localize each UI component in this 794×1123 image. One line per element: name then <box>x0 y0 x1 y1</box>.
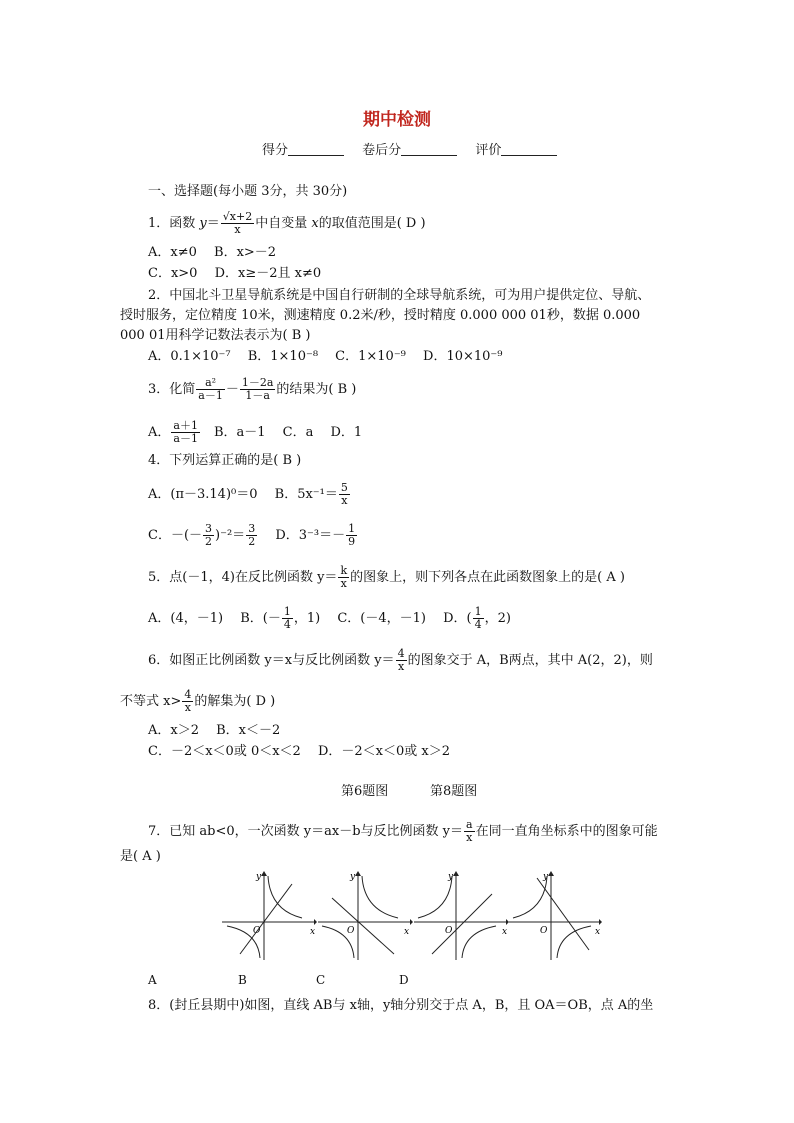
q3-d2: 1－a <box>245 389 270 402</box>
q4-frac-c2 <box>246 523 257 548</box>
q4-c1: C．－(－ <box>148 528 203 543</box>
q1-text2: 中自变量 <box>255 216 312 231</box>
q5-frac-d <box>473 606 484 631</box>
q4-frac-d <box>346 523 357 548</box>
q5-o1: A．(4，－1) B．(－ <box>148 611 281 626</box>
q7c-origin: O <box>445 926 453 936</box>
q6-cd: x <box>184 701 191 714</box>
q8-line1: 8．(封丘县期中)如图，直线 AB与 x轴，y轴分别交于点 A，B，且 OA＝OB，点 A的坐 <box>148 998 654 1013</box>
q1-options-ab: A．x≠0 B．x>－2 <box>148 245 277 260</box>
q7-graph-c <box>414 870 509 962</box>
q7a-y-label: y <box>256 872 262 882</box>
q6-options-cd: C．－2＜x＜0或 0＜x＜2 D．－2＜x＜0或 x＞2 <box>148 744 450 759</box>
q5-on1: 1 <box>283 605 291 618</box>
q7c-y-label: y <box>448 872 454 882</box>
q7a-x-label: x <box>310 927 316 937</box>
q3-frac2 <box>240 377 276 402</box>
q3-n2: 1－2a <box>241 376 274 389</box>
q2-options: A．0.1×10⁻⁷ B．1×10⁻⁸ C．1×10⁻⁹ D．10×10⁻⁹ <box>148 349 503 364</box>
score-blank[interactable] <box>288 141 344 156</box>
q6-c: 不等式 x> <box>120 694 182 709</box>
q3-d1: a－1 <box>198 389 223 402</box>
q7d-x-label: x <box>595 927 601 937</box>
q7-label-c: C <box>316 973 326 987</box>
q2-line3: 000 01用科学记数法表示为( B ) <box>120 328 311 343</box>
question-7 <box>148 819 658 844</box>
q4-frac-c1 <box>203 523 214 548</box>
q7d-y-label: y <box>543 872 549 882</box>
q7-label-b: B <box>238 973 247 987</box>
q4-options-cd <box>148 523 358 548</box>
q1-options-cd: C．x>0 D．x≥－2且 x≠0 <box>148 266 322 281</box>
q5-text: 5．点(－1，4)在反比例函数 y＝ <box>148 570 338 585</box>
q4-cd2: 2 <box>248 535 256 548</box>
q1-fraction <box>221 211 254 236</box>
q1-text: 1．函数 <box>148 216 200 231</box>
q4-cd: 2 <box>205 535 213 548</box>
question-3 <box>148 377 356 402</box>
q1-eq: ＝ <box>206 216 220 231</box>
q6-text: 6．如图正比例函数 y＝x与反比例函数 y＝ <box>148 653 395 668</box>
caption-q8: 第8题图 <box>430 784 478 799</box>
q7-label-a: A <box>148 973 157 987</box>
q5-od1: 4 <box>283 618 291 631</box>
q6-n: 4 <box>397 647 405 660</box>
q6-frac2 <box>182 689 193 714</box>
q5-o3: ，2) <box>484 611 511 626</box>
q7-text: 7．已知 ab<0，一次函数 y＝ax－b与反比例函数 y＝ <box>148 824 463 839</box>
q3-opt-d: a－1 <box>173 432 198 445</box>
q5-frac <box>338 565 349 590</box>
q3-text: 3．化简 <box>148 382 196 397</box>
evaluation-label: 评价 <box>475 143 502 158</box>
q4-c2: )⁻²＝ <box>215 528 246 543</box>
q5-text2: 的图象上，则下列各点在此函数图象上的是( A ) <box>350 570 625 585</box>
q3-opt-n: a＋1 <box>173 419 198 432</box>
q5-od2: 4 <box>474 618 482 631</box>
q7c-x-label: x <box>502 927 508 937</box>
q7-n: a <box>466 818 473 831</box>
q5-frac-b <box>282 606 293 631</box>
q7-graph-b <box>318 870 413 962</box>
q3-opt-a: A． <box>148 425 171 440</box>
final-score-blank[interactable] <box>401 141 457 156</box>
q7b-y-label: y <box>350 872 356 882</box>
page-title: 期中检测 <box>363 110 431 130</box>
q4-c3: D．3⁻³＝－ <box>258 528 346 543</box>
question-5 <box>148 565 625 590</box>
question-6 <box>148 648 653 673</box>
q2-line1: 2．中国北斗卫星导航系统是中国自行研制的全球导航系统，可为用户提供定位、导航、 <box>148 288 651 303</box>
q4-opt-ab: A．(π－3.14)⁰＝0 B．5x⁻¹＝ <box>148 487 338 502</box>
q6-cn: 4 <box>184 688 192 701</box>
q5-n: k <box>340 564 348 577</box>
q7-text2: 在同一直角坐标系中的图象可能 <box>475 824 658 839</box>
q1-var-x: x <box>311 216 319 231</box>
q6-options-ab: A．x＞2 B．x＜－2 <box>148 723 281 738</box>
q6-frac <box>396 648 407 673</box>
q4-dd: 9 <box>348 535 356 548</box>
q4-stem: 4．下列运算正确的是( B ) <box>148 453 302 468</box>
q7a-origin: O <box>253 926 261 936</box>
q6-d: x <box>397 660 405 673</box>
q3-frac1 <box>196 377 225 402</box>
q5-o2: ，1) C．(－4，－1) D．( <box>293 611 472 626</box>
q7b-x-label: x <box>404 927 410 937</box>
q4-bd: x <box>341 494 348 507</box>
caption-q6: 第6题图 <box>341 784 389 799</box>
q7b-origin: O <box>347 926 355 936</box>
score-line <box>262 139 571 158</box>
q1-var-y: y <box>199 216 207 231</box>
q3-opt-frac <box>171 420 200 445</box>
q3-text2: 的结果为( B ) <box>276 382 357 397</box>
q1-numerator: √x+2 <box>222 210 253 223</box>
question-1 <box>148 211 426 236</box>
q3-opt-rest: B．a－1 C．a D．1 <box>200 425 363 440</box>
q7-label-d: D <box>399 973 409 987</box>
q4-bn: 5 <box>340 481 348 494</box>
evaluation-blank[interactable] <box>501 141 557 156</box>
q7-frac <box>464 819 475 844</box>
q2-line2: 授时服务，定位精度 10米，测速精度 0.2米/秒，授时精度 0.000 000 01秒，数据 0.000 <box>120 308 641 323</box>
q7-graph-d <box>509 870 604 962</box>
q1-denominator: x <box>234 223 241 236</box>
q6-line2 <box>120 689 275 714</box>
q5-d: x <box>340 577 347 590</box>
q7d-origin: O <box>540 926 548 936</box>
q6-text2: 的图象交于 A，B两点，其中 A(2，2)，则 <box>407 653 653 668</box>
final-score-label: 卷后分 <box>362 143 402 158</box>
q4-cn2: 3 <box>248 522 256 535</box>
q7-d: x <box>466 831 473 844</box>
q5-options <box>148 606 511 631</box>
q4-cn: 3 <box>205 522 213 535</box>
q4-dn: 1 <box>348 522 356 535</box>
score-label: 得分 <box>262 143 289 158</box>
q4-options-ab <box>148 482 351 507</box>
q7-graph-a <box>222 870 317 962</box>
q5-on2: 1 <box>474 605 482 618</box>
q1-text3: 的取值范围是( D ) <box>318 216 426 231</box>
q3-n1: a² <box>196 377 225 390</box>
q4-frac-b <box>339 482 350 507</box>
q3-options <box>148 420 362 445</box>
q7-line2: 是( A ) <box>120 849 161 864</box>
q6-e: 的解集为( D ) <box>194 694 276 709</box>
section-heading: 一、选择题(每小题 3分，共 30分) <box>148 184 348 199</box>
q3-minus: － <box>225 382 239 397</box>
